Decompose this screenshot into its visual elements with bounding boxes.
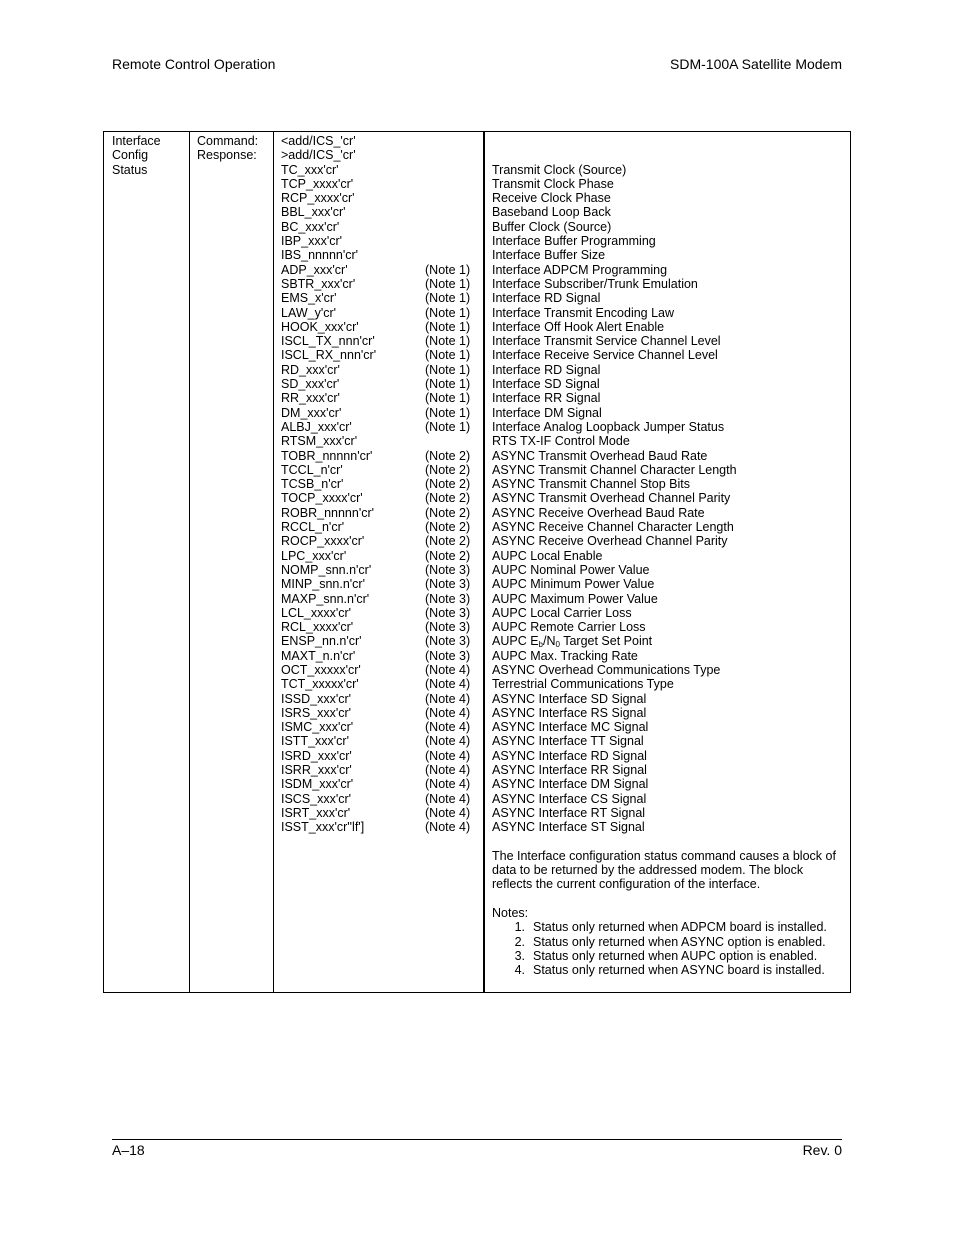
command-syntax: ISRR_xxx'cr' <box>281 763 352 778</box>
command-row <box>281 549 481 563</box>
note-item <box>492 963 844 977</box>
command-description: Interface Analog Loopback Jumper Status <box>492 419 725 434</box>
command-row <box>281 248 481 262</box>
command-description: ASYNC Interface MC Signal <box>492 720 649 735</box>
command-note-ref: (Note 4) <box>425 777 471 792</box>
command-description: Interface Transmit Service Channel Level <box>492 334 721 349</box>
command-syntax: ALBJ_xxx'cr' <box>281 419 352 434</box>
column-divider <box>273 132 274 992</box>
command-row <box>281 420 481 434</box>
command-note-ref: (Note 2) <box>425 448 471 463</box>
command-row <box>281 391 481 405</box>
command-syntax: ENSP_nn.n'cr' <box>281 634 362 649</box>
command-description: Transmit Clock Phase <box>492 176 614 191</box>
command-description: Interface ADPCM Programming <box>492 262 668 277</box>
command-row <box>281 577 481 591</box>
command-syntax: EMS_x'cr' <box>281 291 337 306</box>
command-note-ref: (Note 2) <box>425 462 471 477</box>
note-number: 4. <box>514 963 525 978</box>
command-row <box>281 663 481 677</box>
parameter-name-line: Interface <box>112 134 161 148</box>
command-description: Interface Buffer Programming <box>492 234 656 249</box>
header-right: SDM-100A Satellite Modem <box>670 56 842 72</box>
command-note-ref: (Note 1) <box>425 362 471 377</box>
command-row <box>281 792 481 806</box>
command-row <box>281 177 481 191</box>
note-item <box>492 935 844 949</box>
command-syntax: MAXP_snn.n'cr' <box>281 591 370 606</box>
command-description: ASYNC Interface TT Signal <box>492 734 644 749</box>
command-note-ref: (Note 4) <box>425 662 471 677</box>
command-description <box>492 134 844 148</box>
command-note-ref: (Note 4) <box>425 791 471 806</box>
command-syntax: ROBR_nnnnn'cr' <box>281 505 375 520</box>
command-note-ref: (Note 4) <box>425 763 471 778</box>
notes-list <box>492 920 844 977</box>
command-syntax: <add/ICS_'cr' <box>281 134 356 148</box>
command-note-ref <box>425 177 475 191</box>
command-syntax: RTSM_xxx'cr' <box>281 434 358 449</box>
command-type-cell <box>197 134 258 163</box>
command-syntax: ISCS_xxx'cr' <box>281 791 352 806</box>
description-paragraph <box>492 849 844 892</box>
command-description: Interface RD Signal <box>492 362 601 377</box>
command-note-ref: (Note 3) <box>425 562 471 577</box>
command-row <box>281 620 481 634</box>
command-note-ref: (Note 2) <box>425 534 471 549</box>
command-description: Interface Buffer Size <box>492 248 606 263</box>
command-row <box>281 734 481 748</box>
command-note-ref: (Note 4) <box>425 677 471 692</box>
command-description: ASYNC Interface SD Signal <box>492 691 647 706</box>
command-row <box>281 649 481 663</box>
command-description: Interface RD Signal <box>492 291 601 306</box>
command-note-ref: (Note 2) <box>425 505 471 520</box>
command-row <box>281 449 481 463</box>
command-label: Command: <box>197 134 259 148</box>
command-description: AUPC Nominal Power Value <box>492 562 650 577</box>
command-syntax: LPC_xxx'cr' <box>281 548 347 563</box>
command-note-ref: (Note 3) <box>425 577 471 592</box>
command-syntax: ISTT_xxx'cr' <box>281 734 349 749</box>
command-row <box>281 163 481 177</box>
command-row <box>281 148 481 162</box>
command-description: Interface SD Signal <box>492 377 600 392</box>
command-row <box>281 377 481 391</box>
command-note-ref: (Note 2) <box>425 548 471 563</box>
command-table <box>103 131 851 993</box>
command-note-ref: (Note 1) <box>425 291 471 306</box>
command-syntax: TCP_xxxx'cr' <box>281 176 354 191</box>
command-description: ASYNC Interface RS Signal <box>492 705 647 720</box>
command-syntax: RCL_xxxx'cr' <box>281 620 354 635</box>
command-row <box>281 563 481 577</box>
description-line: data to be returned by the addressed modem. The block <box>492 863 804 878</box>
note-text: Status only returned when ASYNC option is enabled. <box>533 934 826 949</box>
command-row <box>281 277 481 291</box>
note-text: Status only returned when ASYNC board is installed. <box>533 963 825 978</box>
command-description: ASYNC Transmit Overhead Channel Parity <box>492 491 731 506</box>
command-syntax: HOOK_xxx'cr' <box>281 319 359 334</box>
command-note-ref <box>425 234 475 248</box>
command-row <box>281 634 481 648</box>
command-description: AUPC $E_b/N_0$ Target Set Point <box>492 634 653 650</box>
command-note-ref: (Note 4) <box>425 820 471 835</box>
command-description: ASYNC Interface RT Signal <box>492 805 646 820</box>
command-description: AUPC Maximum Power Value <box>492 591 658 606</box>
command-note-ref: (Note 3) <box>425 591 471 606</box>
command-row <box>281 477 481 491</box>
command-syntax: TCCL_n'cr' <box>281 462 343 477</box>
command-syntax: RR_xxx'cr' <box>281 391 340 406</box>
command-note-ref: (Note 1) <box>425 391 471 406</box>
command-syntax: SD_xxx'cr' <box>281 377 340 392</box>
command-row <box>281 134 481 148</box>
command-row <box>281 777 481 791</box>
command-note-ref <box>425 434 475 448</box>
command-description: ASYNC Interface RR Signal <box>492 763 647 778</box>
command-syntax: TC_xxx'cr' <box>281 162 339 177</box>
command-note-ref: (Note 1) <box>425 276 471 291</box>
command-description: Interface RR Signal <box>492 391 601 406</box>
command-note-ref: (Note 2) <box>425 491 471 506</box>
command-description: AUPC Remote Carrier Loss <box>492 620 646 635</box>
command-description: Baseband Loop Back <box>492 205 611 220</box>
command-syntax: ISMC_xxx'cr' <box>281 720 354 735</box>
page-number: A–18 <box>112 1142 145 1158</box>
command-syntax: NOMP_snn.n'cr' <box>281 562 372 577</box>
response-label: Response: <box>197 148 257 163</box>
command-syntax: TOBR_nnnnn'cr' <box>281 448 373 463</box>
command-note-ref: (Note 4) <box>425 705 471 720</box>
command-syntax: RCP_xxxx'cr' <box>281 191 355 206</box>
command-description: Interface DM Signal <box>492 405 602 420</box>
command-syntax: LCL_xxxx'cr' <box>281 605 352 620</box>
command-note-ref: (Note 4) <box>425 691 471 706</box>
command-syntax: IBP_xxx'cr' <box>281 234 343 249</box>
command-note-ref: (Note 4) <box>425 720 471 735</box>
command-syntax: ROCP_xxxx'cr' <box>281 534 365 549</box>
command-syntax: IBS_nnnnn'cr' <box>281 248 359 263</box>
command-note-ref: (Note 3) <box>425 634 471 649</box>
command-syntax: ISRT_xxx'cr' <box>281 805 351 820</box>
note-number: 1. <box>514 920 525 935</box>
command-note-ref: (Note 3) <box>425 648 471 663</box>
description-line: The Interface configuration status command causes a block of <box>492 848 836 863</box>
command-syntax: MAXT_n.n'cr' <box>281 648 356 663</box>
parameter-name-cell <box>112 134 161 177</box>
parameter-name-line: Config <box>112 148 149 163</box>
description-line: reflects the current configuration of the interface. <box>492 877 761 892</box>
command-syntax: ADP_xxx'cr' <box>281 262 348 277</box>
command-syntax: ISSD_xxx'cr' <box>281 691 352 706</box>
command-description: ASYNC Receive Overhead Baud Rate <box>492 505 705 520</box>
command-row <box>281 320 481 334</box>
command-note-ref: (Note 2) <box>425 477 471 492</box>
command-description: Terrestrial Communications Type <box>492 677 674 692</box>
command-description: AUPC Local Enable <box>492 548 603 563</box>
command-syntax: DM_xxx'cr' <box>281 405 342 420</box>
command-description: Interface Off Hook Alert Enable <box>492 319 665 334</box>
command-description: ASYNC Interface ST Signal <box>492 820 645 835</box>
command-note-ref: (Note 1) <box>425 334 471 349</box>
command-description: ASYNC Receive Overhead Channel Parity <box>492 534 728 549</box>
command-syntax: BC_xxx'cr' <box>281 219 340 234</box>
command-syntax: RD_xxx'cr' <box>281 362 340 377</box>
command-note-ref: (Note 1) <box>425 348 471 363</box>
command-row <box>281 749 481 763</box>
command-row <box>281 434 481 448</box>
command-description: ASYNC Receive Channel Character Length <box>492 520 734 535</box>
command-row <box>281 706 481 720</box>
command-syntax: ISRS_xxx'cr' <box>281 705 352 720</box>
description-cell <box>492 134 844 978</box>
command-row <box>281 463 481 477</box>
command-row <box>281 520 481 534</box>
command-row <box>281 306 481 320</box>
command-note-ref: (Note 4) <box>425 734 471 749</box>
command-row <box>281 677 481 691</box>
command-description: ASYNC Interface DM Signal <box>492 777 649 792</box>
command-description: AUPC Local Carrier Loss <box>492 605 632 620</box>
command-row <box>281 291 481 305</box>
command-row <box>281 334 481 348</box>
command-description: ASYNC Interface CS Signal <box>492 791 647 806</box>
command-syntax: MINP_snn.n'cr' <box>281 577 365 592</box>
command-row <box>281 234 481 248</box>
command-row <box>281 806 481 820</box>
command-note-ref: (Note 1) <box>425 305 471 320</box>
command-syntax: ISRD_xxx'cr' <box>281 748 352 763</box>
command-note-ref: (Note 3) <box>425 605 471 620</box>
command-syntax: BBL_xxx'cr' <box>281 205 346 220</box>
command-row <box>281 220 481 234</box>
command-note-ref <box>425 148 475 162</box>
command-description: ASYNC Overhead Communications Type <box>492 662 721 677</box>
footer-rule <box>112 1139 842 1140</box>
command-description: Transmit Clock (Source) <box>492 162 627 177</box>
command-note-ref: (Note 1) <box>425 419 471 434</box>
description-list <box>492 134 844 835</box>
command-note-ref <box>425 248 475 262</box>
command-note-ref: (Note 1) <box>425 319 471 334</box>
command-syntax: LAW_y'cr' <box>281 305 337 320</box>
command-syntax: ISDM_xxx'cr' <box>281 777 354 792</box>
command-syntax: ISCL_TX_nnn'cr' <box>281 334 375 349</box>
command-description <box>492 148 844 162</box>
command-row <box>281 406 481 420</box>
command-note-ref: (Note 1) <box>425 262 471 277</box>
command-syntax: TCT_xxxxx'cr' <box>281 677 359 692</box>
command-row <box>281 363 481 377</box>
command-description: ASYNC Transmit Channel Character Length <box>492 462 737 477</box>
command-syntax: TCSB_n'cr' <box>281 477 344 492</box>
revision-label: Rev. 0 <box>802 1142 842 1158</box>
command-description: AUPC Minimum Power Value <box>492 577 655 592</box>
column-divider <box>483 132 485 992</box>
column-divider <box>189 132 190 992</box>
command-description: ASYNC Transmit Overhead Baud Rate <box>492 448 708 463</box>
note-item <box>492 920 844 934</box>
command-note-ref: (Note 4) <box>425 805 471 820</box>
command-row <box>281 348 481 362</box>
note-number: 3. <box>514 948 525 963</box>
command-description: Receive Clock Phase <box>492 191 611 206</box>
command-row <box>281 720 481 734</box>
parameter-name-line: Status <box>112 162 148 177</box>
note-text: Status only returned when ADPCM board is installed. <box>533 920 827 935</box>
command-note-ref: (Note 2) <box>425 520 471 535</box>
command-syntax: TOCP_xxxx'cr' <box>281 491 363 506</box>
command-description: ASYNC Interface RD Signal <box>492 748 647 763</box>
command-syntax: ISST_xxx'cr''lf'] <box>281 820 365 835</box>
command-note-ref: (Note 1) <box>425 377 471 392</box>
command-syntax-cell <box>281 134 481 835</box>
command-row <box>281 506 481 520</box>
command-note-ref <box>425 163 475 177</box>
command-row <box>281 534 481 548</box>
command-row <box>281 263 481 277</box>
command-description: Interface Subscriber/Trunk Emulation <box>492 276 698 291</box>
command-syntax: >add/ICS_'cr' <box>281 148 356 163</box>
command-row <box>281 205 481 219</box>
command-row <box>281 820 481 834</box>
command-syntax: RCCL_n'cr' <box>281 520 345 535</box>
command-note-ref: (Note 1) <box>425 405 471 420</box>
command-description: ASYNC Transmit Channel Stop Bits <box>492 477 690 492</box>
header-left: Remote Control Operation <box>112 56 276 72</box>
command-row <box>281 763 481 777</box>
command-syntax: ISCL_RX_nnn'cr' <box>281 348 377 363</box>
command-row <box>281 191 481 205</box>
note-number: 2. <box>514 934 525 949</box>
command-note-ref <box>425 220 475 234</box>
note-text: Status only returned when AUPC option is enabled. <box>533 948 818 963</box>
command-note-ref <box>425 134 475 148</box>
command-description: Interface Transmit Encoding Law <box>492 305 675 320</box>
command-syntax: SBTR_xxx'cr' <box>281 276 356 291</box>
command-row <box>281 491 481 505</box>
note-item <box>492 949 844 963</box>
command-note-ref: (Note 3) <box>425 620 471 635</box>
command-description: Interface Receive Service Channel Level <box>492 348 718 363</box>
command-row <box>281 592 481 606</box>
command-row <box>281 692 481 706</box>
command-description: AUPC Max. Tracking Rate <box>492 648 638 663</box>
command-note-ref: (Note 4) <box>425 748 471 763</box>
command-row <box>281 606 481 620</box>
command-description: RTS TX-IF Control Mode <box>492 434 630 449</box>
command-note-ref <box>425 191 475 205</box>
command-description: Buffer Clock (Source) <box>492 219 612 234</box>
notes-title: Notes: <box>492 906 529 921</box>
command-note-ref <box>425 205 475 219</box>
command-syntax: OCT_xxxxx'cr' <box>281 662 361 677</box>
